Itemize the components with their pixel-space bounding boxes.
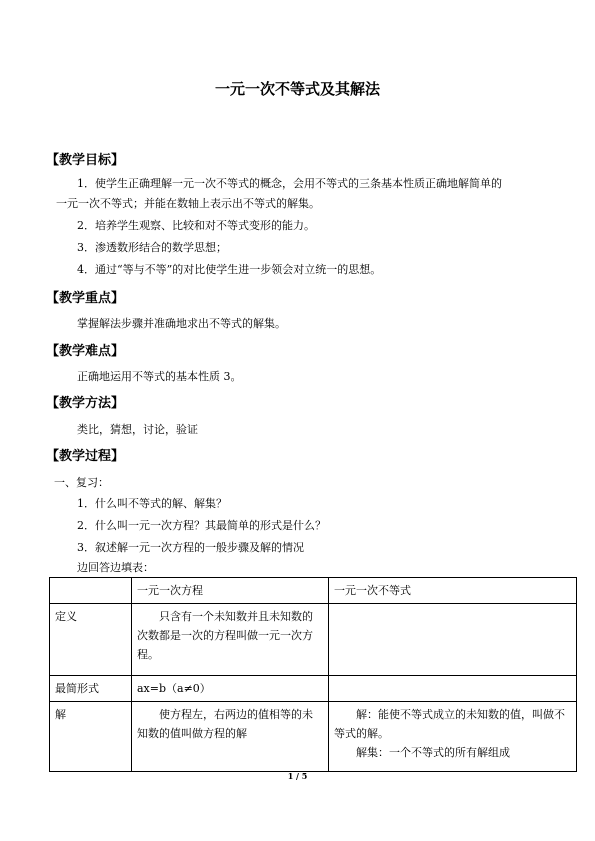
page-title: 一元一次不等式及其解法 xyxy=(214,80,380,98)
inequality-cell xyxy=(329,604,577,676)
table-row xyxy=(50,702,577,772)
goal-line-5: 4．通过“等与不等”的对比使学生进一步领会对立统一的思想。 xyxy=(77,263,382,276)
row-label: 定义 xyxy=(50,604,132,676)
section-heading-difficulty: 【教学难点】 xyxy=(46,344,125,359)
table-row xyxy=(50,604,577,676)
goal-line-2: 一元一次不等式；并能在数轴上表示出不等式的解集。 xyxy=(56,197,320,210)
review-question-2: 2．什么叫一元一次方程？其最简单的形式是什么？ xyxy=(77,519,326,532)
goal-line-1: 1．使学生正确理解一元一次不等式的概念，会用不等式的三条基本性质正确地解简单的 xyxy=(77,177,502,190)
table-row xyxy=(50,676,577,702)
row-label: 最简形式 xyxy=(50,676,132,702)
goal-line-3: 2．培养学生观察、比较和对不等式变形的能力。 xyxy=(77,219,315,232)
key-text: 掌握解法步骤并准确地求出不等式的解集。 xyxy=(77,317,286,330)
section-heading-key: 【教学重点】 xyxy=(46,291,125,306)
row-label: 解 xyxy=(50,702,132,772)
difficulty-text: 正确地运用不等式的基本性质 3。 xyxy=(77,370,242,383)
inequality-solution-text: 解：能使不等式成立的未知数的值，叫做不等式的解。 xyxy=(334,708,565,740)
method-text: 类比，猜想，讨论，验证 xyxy=(77,423,198,436)
equation-cell: 使方程左，右两边的值相等的未知数的值叫做方程的解 xyxy=(132,702,329,772)
review-question-3: 3．叙述解一元一次方程的一般步骤及解的情况 xyxy=(77,541,304,554)
comparison-table xyxy=(49,577,577,772)
equation-cell: ax=b（a≠0） xyxy=(132,676,329,702)
goal-line-4: 3．渗透数形结合的数学思想； xyxy=(77,241,227,254)
section-heading-goals: 【教学目标】 xyxy=(46,153,125,168)
table-header-cell xyxy=(50,578,132,604)
page-number: 1 / 5 xyxy=(287,771,308,781)
section-heading-method: 【教学方法】 xyxy=(46,396,125,411)
table-header-cell: 一元一次方程 xyxy=(132,578,329,604)
section-heading-process: 【教学过程】 xyxy=(46,449,125,464)
table-header-cell: 一元一次不等式 xyxy=(329,578,577,604)
inequality-cell xyxy=(329,676,577,702)
review-question-1: 1．什么叫不等式的解、解集？ xyxy=(77,497,227,510)
equation-cell: 只含有一个未知数并且未知数的次数都是一次的方程叫做一元一次方程。 xyxy=(132,604,329,676)
fill-table-note: 边回答边填表： xyxy=(77,561,154,574)
inequality-cell xyxy=(329,702,577,772)
review-label: 一、复习： xyxy=(54,476,109,489)
inequality-solution-set-text: 解集：一个不等式的所有解组成 xyxy=(356,746,510,759)
table-header-row xyxy=(50,578,577,604)
